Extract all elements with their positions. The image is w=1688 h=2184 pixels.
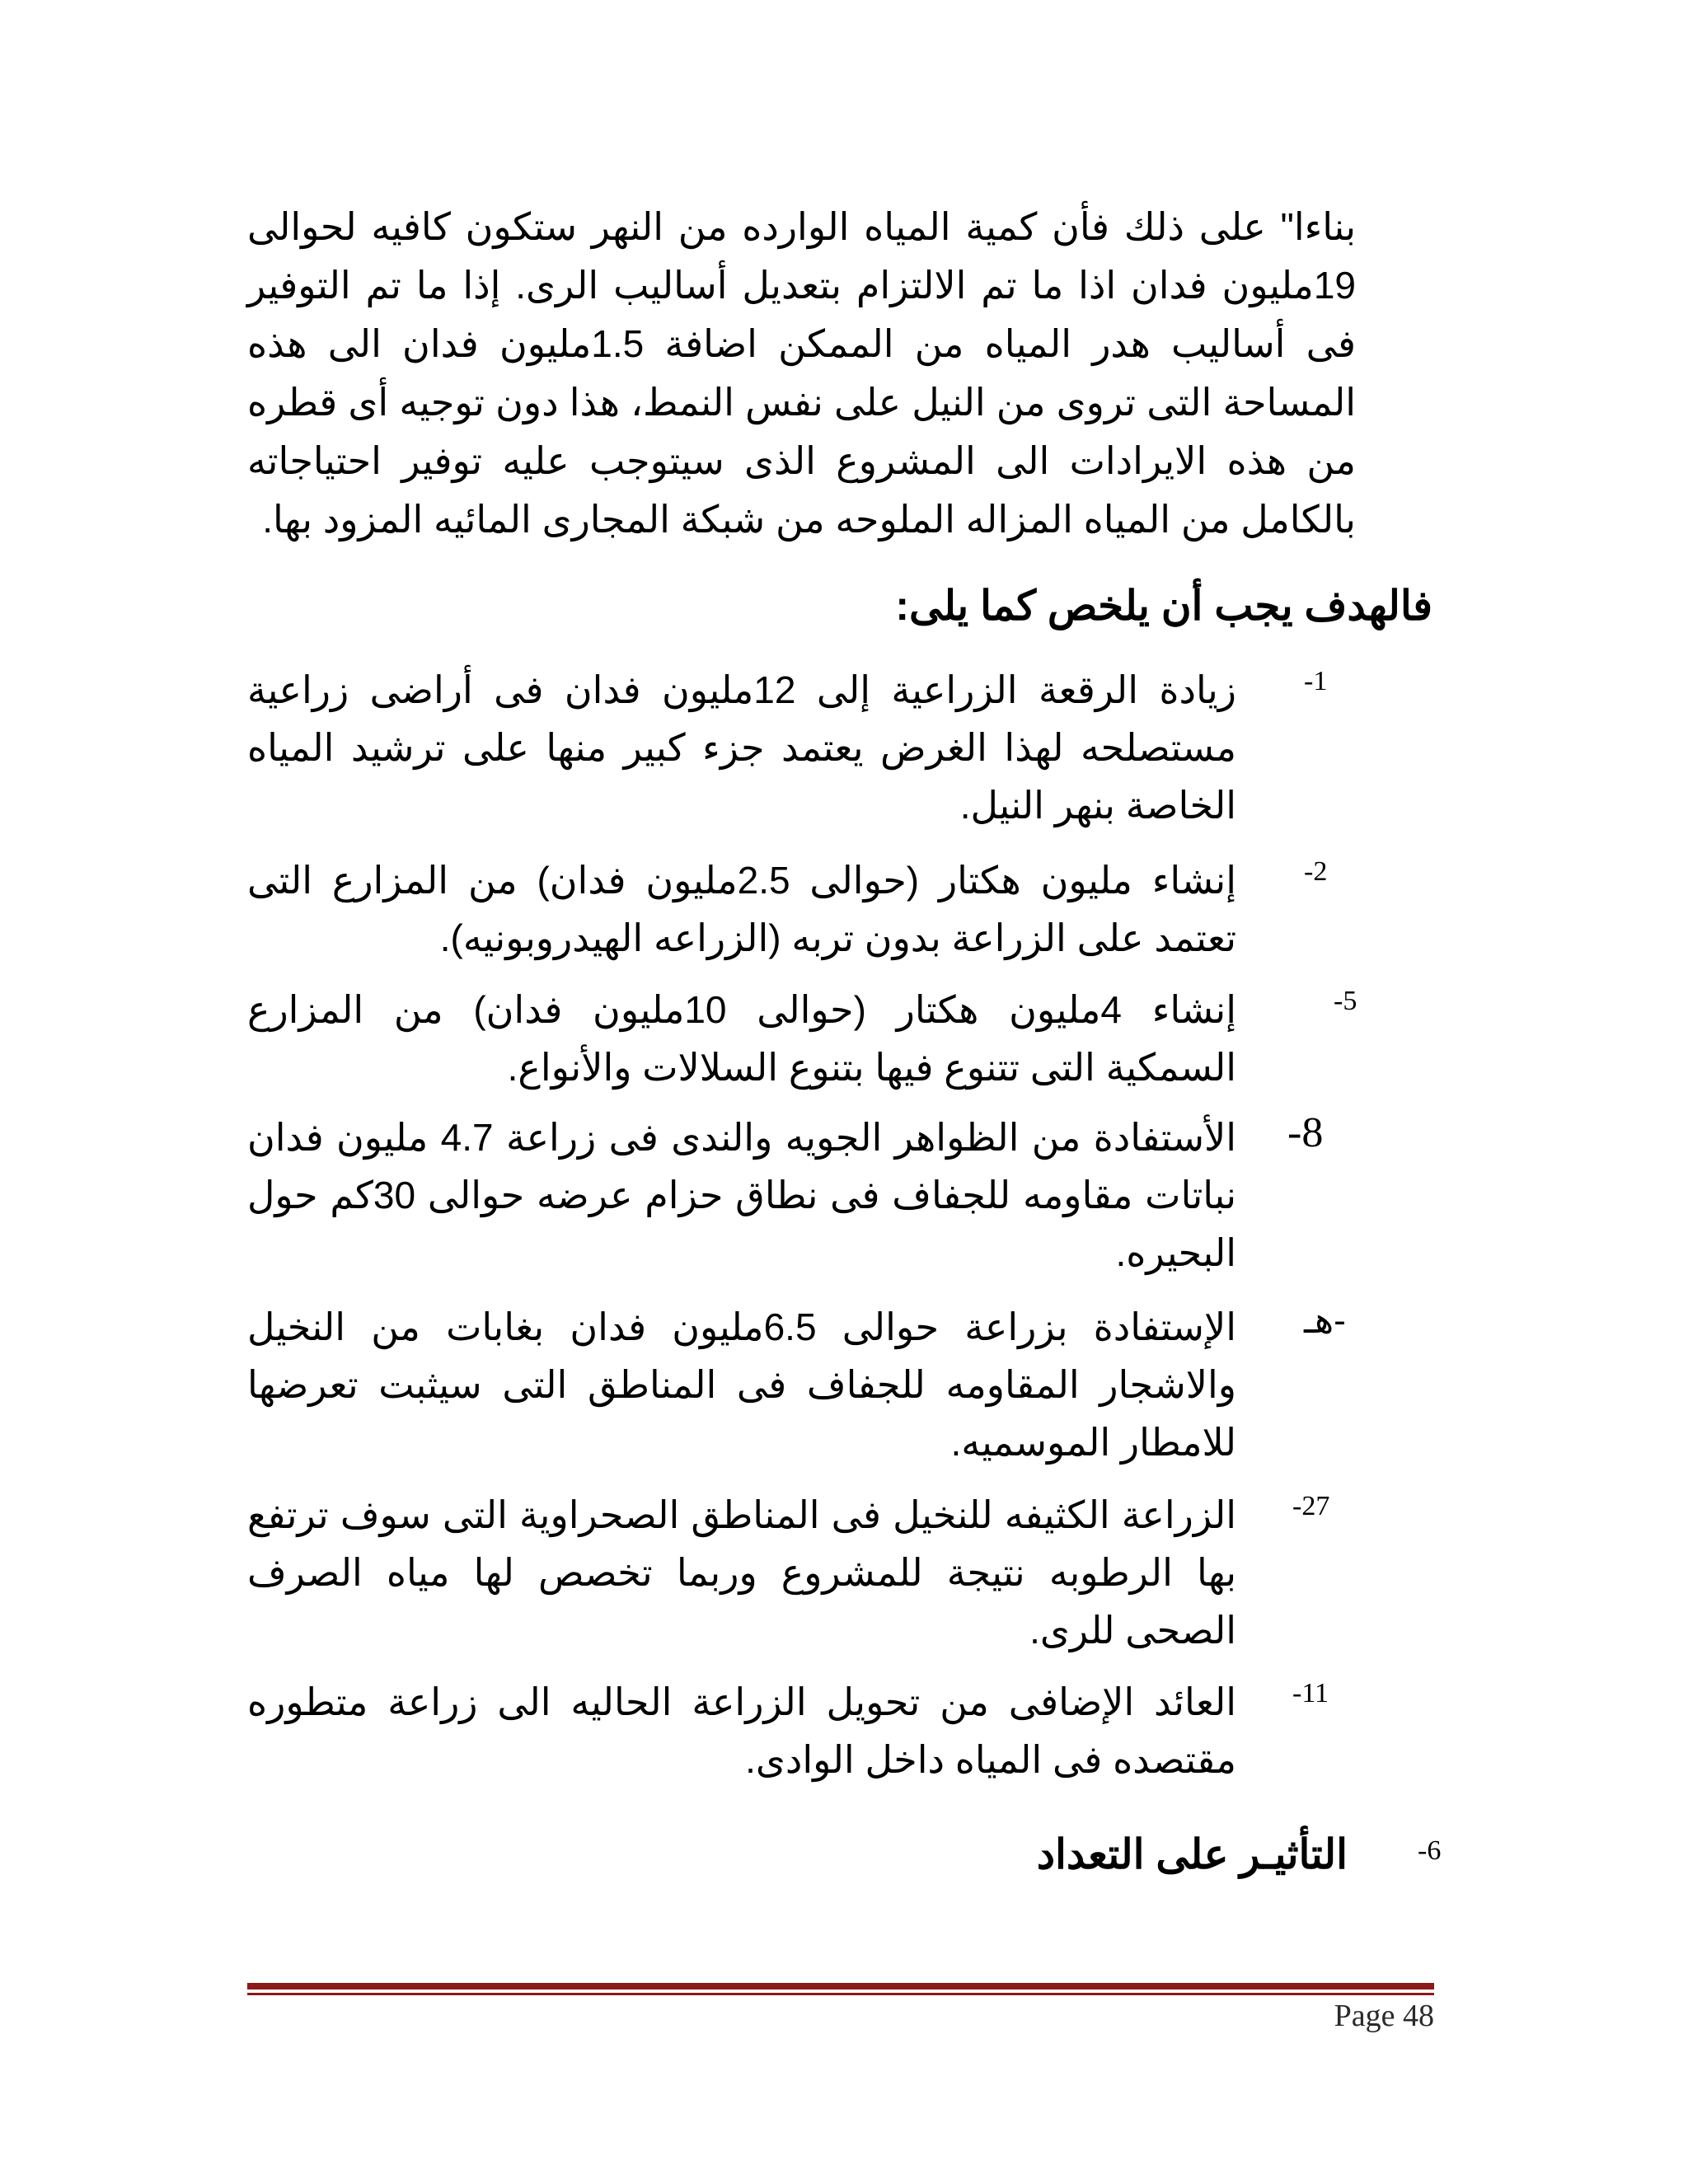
list-item-number: -1: [1304, 666, 1328, 696]
list-item: [247, 1108, 1677, 1274]
list-item: [247, 1486, 1677, 1652]
list-item: [247, 851, 1677, 959]
list-item-number: هـ-: [1304, 1301, 1346, 1341]
list-item: [247, 981, 1677, 1089]
section-number: -6: [1418, 1835, 1442, 1866]
list-item-text: إنشاء 4مليون هكتار (حوالى 10مليون فدان) من المزارع السمكية التى تتنوع فيها بتنوع السلالات والأنواع.: [247, 988, 1236, 1089]
section-title: التأثيـر على التعداد: [1036, 1831, 1348, 1877]
footer-rule-thick: [247, 1983, 1434, 1990]
list-item: [247, 1298, 1677, 1464]
list-item-text: العائد الإضافى من تحويل الزراعة الحاليه الى زراعة متطوره مقتصده فى المياه داخل الوادى.: [247, 1680, 1236, 1781]
list-item-text: زيادة الرقعة الزراعية إلى 12مليون فدان فى أراضى زراعية مستصلحه لهذا الغرض يعتمد جزء كبير منها على ترشيد المياه الخاصة بنهر النيل.: [247, 668, 1236, 827]
page-number: Page 48: [1334, 1999, 1434, 2033]
list-item-number: -2: [1304, 856, 1328, 887]
list-item-number: -8: [1287, 1109, 1324, 1156]
list-item-text: الزراعة الكثيفه للنخيل فى المناطق الصحراوية التى سوف ترتفع بها الرطوبه نتيجة للمشروع وربما تخصص لها مياه الصرف الصحى للرى.: [247, 1493, 1236, 1652]
goal-heading: فالهدف يجب أن يلخص كما يلى:: [895, 583, 1432, 629]
list-item-number: -27: [1292, 1491, 1330, 1521]
section-heading: [1022, 1825, 1484, 1891]
list-item-number: -11: [1292, 1678, 1329, 1708]
list-item-number: -5: [1334, 986, 1357, 1016]
list-item: [247, 1673, 1677, 1781]
list-item: [247, 661, 1677, 827]
intro-paragraph: بناءا" على ذلك فأن كمية المياه الوارده من النهر ستكون كافيه لحوالى 19مليون فدان اذا ما تم الالتزام بتعديل أساليب الرى. إذا ما تم التوفير فى أساليب هدر المياه من الممكن اضافة 1.5مليون فدان الى هذه المساحة التى تروى من النيل على نفس النمط، هذا دون توجيه أى قطره من هذه الايرادات الى المشروع الذى سيتوجب عليه توفير احتياجاته بالكامل من المياه المزاله الملوحه من شبكة المجارى المائيه المزود بها.: [247, 205, 1356, 541]
list-item-text: الإستفادة بزراعة حوالى 6.5مليون فدان بغابات من النخيل والاشجار المقاومه للجفاف فى المناطق التى سيثبت تعرضها للامطار الموسميه.: [247, 1305, 1236, 1464]
list-item-text: الأستفادة من الظواهر الجويه والندى فى زراعة 4.7 مليون فدان نباتات مقاومه للجفاف فى نطاق حزام عرضه حوالى 30كم حول البحيره.: [247, 1116, 1237, 1274]
list-item-text: إنشاء مليون هكتار (حوالى 2.5مليون فدان) من المزارع التى تعتمد على الزراعة بدون تربه (الزراعه الهيدروبونيه).: [247, 859, 1236, 959]
footer-rule-thin: [247, 1993, 1434, 1995]
